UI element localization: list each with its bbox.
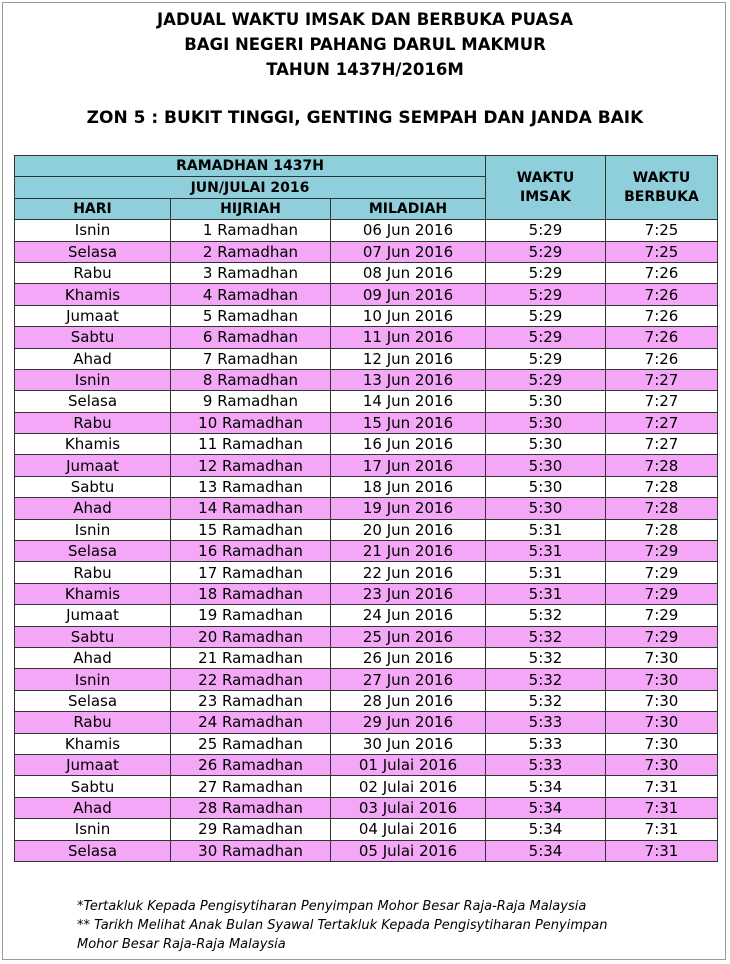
cell-imsak: 5:30	[486, 455, 606, 476]
cell-hari: Jumaat	[15, 754, 171, 775]
cell-hijriah: 1 Ramadhan	[171, 220, 331, 241]
cell-hijriah: 5 Ramadhan	[171, 305, 331, 326]
cell-miladiah: 14 Jun 2016	[331, 391, 486, 412]
footnotes	[77, 897, 717, 954]
cell-berbuka: 7:28	[606, 519, 718, 540]
cell-hari: Isnin	[15, 819, 171, 840]
table-row	[15, 369, 718, 390]
title-line-1: JADUAL WAKTU IMSAK DAN BERBUKA PUASA	[157, 10, 573, 29]
cell-berbuka: 7:30	[606, 754, 718, 775]
cell-hijriah: 12 Ramadhan	[171, 455, 331, 476]
cell-miladiah: 30 Jun 2016	[331, 733, 486, 754]
title-line-3: TAHUN 1437H/2016M	[266, 60, 464, 79]
cell-hijriah: 14 Ramadhan	[171, 498, 331, 519]
cell-hijriah: 25 Ramadhan	[171, 733, 331, 754]
cell-berbuka: 7:26	[606, 305, 718, 326]
miladiah-header: MILADIAH	[331, 198, 486, 219]
cell-miladiah: 19 Jun 2016	[331, 498, 486, 519]
berbuka-header	[606, 156, 718, 220]
table-row	[15, 541, 718, 562]
footnote-2-line-2: Mohor Besar Raja-Raja Malaysia	[77, 937, 286, 952]
cell-berbuka: 7:30	[606, 690, 718, 711]
cell-hijriah: 27 Ramadhan	[171, 776, 331, 797]
footnote-1: *Tertakluk Kepada Pengisytiharan Penyimpan Mohor Besar Raja-Raja Malaysia	[77, 899, 587, 914]
cell-miladiah: 12 Jun 2016	[331, 348, 486, 369]
cell-berbuka: 7:30	[606, 712, 718, 733]
cell-hari: Khamis	[15, 733, 171, 754]
cell-miladiah: 24 Jun 2016	[331, 605, 486, 626]
cell-miladiah: 21 Jun 2016	[331, 541, 486, 562]
table-row	[15, 733, 718, 754]
table-row	[15, 797, 718, 818]
cell-hijriah: 8 Ramadhan	[171, 369, 331, 390]
cell-miladiah: 05 Julai 2016	[331, 840, 486, 861]
cell-imsak: 5:32	[486, 690, 606, 711]
cell-berbuka: 7:26	[606, 348, 718, 369]
cell-hijriah: 7 Ramadhan	[171, 348, 331, 369]
cell-imsak: 5:31	[486, 583, 606, 604]
table-row	[15, 284, 718, 305]
cell-imsak: 5:30	[486, 391, 606, 412]
cell-hari: Rabu	[15, 562, 171, 583]
month-header: JUN/JULAI 2016	[15, 177, 486, 198]
cell-miladiah: 15 Jun 2016	[331, 412, 486, 433]
table-row	[15, 305, 718, 326]
cell-imsak: 5:34	[486, 797, 606, 818]
cell-berbuka: 7:28	[606, 498, 718, 519]
cell-berbuka: 7:29	[606, 626, 718, 647]
cell-hijriah: 3 Ramadhan	[171, 262, 331, 283]
cell-imsak: 5:29	[486, 262, 606, 283]
cell-miladiah: 04 Julai 2016	[331, 819, 486, 840]
cell-imsak: 5:34	[486, 776, 606, 797]
table-row	[15, 754, 718, 775]
cell-miladiah: 27 Jun 2016	[331, 669, 486, 690]
cell-miladiah: 23 Jun 2016	[331, 583, 486, 604]
cell-hari: Selasa	[15, 541, 171, 562]
ramadhan-header: RAMADHAN 1437H	[15, 156, 486, 177]
table-body	[15, 220, 718, 862]
cell-miladiah: 06 Jun 2016	[331, 220, 486, 241]
cell-hari: Jumaat	[15, 455, 171, 476]
table-row	[15, 605, 718, 626]
cell-berbuka: 7:29	[606, 541, 718, 562]
cell-imsak: 5:29	[486, 348, 606, 369]
cell-berbuka: 7:27	[606, 412, 718, 433]
cell-hari: Isnin	[15, 220, 171, 241]
cell-berbuka: 7:29	[606, 583, 718, 604]
table-row	[15, 712, 718, 733]
cell-berbuka: 7:30	[606, 669, 718, 690]
table-row	[15, 220, 718, 241]
hari-header: HARI	[15, 198, 171, 219]
cell-berbuka: 7:29	[606, 605, 718, 626]
cell-miladiah: 26 Jun 2016	[331, 647, 486, 668]
table-row	[15, 819, 718, 840]
imsak-header-text: WAKTU IMSAK	[516, 169, 575, 205]
table-row	[15, 262, 718, 283]
cell-hijriah: 4 Ramadhan	[171, 284, 331, 305]
table-row	[15, 562, 718, 583]
cell-hijriah: 9 Ramadhan	[171, 391, 331, 412]
cell-hari: Ahad	[15, 647, 171, 668]
cell-berbuka: 7:26	[606, 262, 718, 283]
table-row	[15, 626, 718, 647]
cell-hari: Selasa	[15, 690, 171, 711]
cell-imsak: 5:31	[486, 519, 606, 540]
cell-miladiah: 25 Jun 2016	[331, 626, 486, 647]
table-row	[15, 519, 718, 540]
cell-hari: Isnin	[15, 369, 171, 390]
cell-hijriah: 16 Ramadhan	[171, 541, 331, 562]
cell-berbuka: 7:31	[606, 776, 718, 797]
cell-hari: Khamis	[15, 284, 171, 305]
cell-imsak: 5:29	[486, 284, 606, 305]
cell-miladiah: 28 Jun 2016	[331, 690, 486, 711]
cell-hari: Selasa	[15, 840, 171, 861]
hijriah-header: HIJRIAH	[171, 198, 331, 219]
cell-miladiah: 18 Jun 2016	[331, 476, 486, 497]
cell-miladiah: 02 Julai 2016	[331, 776, 486, 797]
table-row	[15, 840, 718, 861]
berbuka-header-text: WAKTU BERBUKA	[624, 169, 699, 205]
cell-hijriah: 19 Ramadhan	[171, 605, 331, 626]
cell-hijriah: 11 Ramadhan	[171, 434, 331, 455]
cell-hijriah: 30 Ramadhan	[171, 840, 331, 861]
cell-hari: Rabu	[15, 262, 171, 283]
cell-hari: Ahad	[15, 348, 171, 369]
cell-hijriah: 22 Ramadhan	[171, 669, 331, 690]
cell-hari: Selasa	[15, 241, 171, 262]
cell-hari: Isnin	[15, 519, 171, 540]
cell-miladiah: 13 Jun 2016	[331, 369, 486, 390]
cell-hijriah: 13 Ramadhan	[171, 476, 331, 497]
table-row	[15, 348, 718, 369]
cell-miladiah: 20 Jun 2016	[331, 519, 486, 540]
cell-hari: Khamis	[15, 434, 171, 455]
table-row	[15, 498, 718, 519]
cell-miladiah: 09 Jun 2016	[331, 284, 486, 305]
cell-hijriah: 28 Ramadhan	[171, 797, 331, 818]
cell-berbuka: 7:31	[606, 797, 718, 818]
cell-imsak: 5:32	[486, 669, 606, 690]
imsak-header	[486, 156, 606, 220]
cell-berbuka: 7:28	[606, 476, 718, 497]
cell-imsak: 5:33	[486, 754, 606, 775]
cell-imsak: 5:31	[486, 562, 606, 583]
cell-imsak: 5:34	[486, 840, 606, 861]
cell-miladiah: 16 Jun 2016	[331, 434, 486, 455]
cell-imsak: 5:33	[486, 733, 606, 754]
table-row	[15, 455, 718, 476]
cell-imsak: 5:31	[486, 541, 606, 562]
table-row	[15, 241, 718, 262]
cell-imsak: 5:29	[486, 305, 606, 326]
table-row	[15, 669, 718, 690]
cell-hijriah: 2 Ramadhan	[171, 241, 331, 262]
cell-imsak: 5:34	[486, 819, 606, 840]
cell-miladiah: 01 Julai 2016	[331, 754, 486, 775]
cell-hari: Rabu	[15, 412, 171, 433]
cell-hari: Sabtu	[15, 476, 171, 497]
cell-hari: Jumaat	[15, 305, 171, 326]
cell-hijriah: 26 Ramadhan	[171, 754, 331, 775]
cell-berbuka: 7:27	[606, 369, 718, 390]
cell-hijriah: 24 Ramadhan	[171, 712, 331, 733]
cell-hari: Ahad	[15, 498, 171, 519]
cell-imsak: 5:30	[486, 498, 606, 519]
schedule-table	[14, 155, 718, 862]
cell-berbuka: 7:26	[606, 284, 718, 305]
cell-hari: Khamis	[15, 583, 171, 604]
cell-imsak: 5:32	[486, 626, 606, 647]
cell-berbuka: 7:31	[606, 840, 718, 861]
table-row	[15, 327, 718, 348]
cell-imsak: 5:29	[486, 369, 606, 390]
cell-miladiah: 22 Jun 2016	[331, 562, 486, 583]
footnote-2-line-1: ** Tarikh Melihat Anak Bulan Syawal Tertakluk Kepada Pengisytiharan Penyimpan	[77, 918, 608, 933]
cell-imsak: 5:29	[486, 241, 606, 262]
cell-hijriah: 6 Ramadhan	[171, 327, 331, 348]
cell-imsak: 5:29	[486, 327, 606, 348]
cell-hari: Rabu	[15, 712, 171, 733]
cell-miladiah: 11 Jun 2016	[331, 327, 486, 348]
cell-hijriah: 10 Ramadhan	[171, 412, 331, 433]
table-row	[15, 412, 718, 433]
cell-hijriah: 18 Ramadhan	[171, 583, 331, 604]
cell-hari: Sabtu	[15, 776, 171, 797]
cell-hijriah: 29 Ramadhan	[171, 819, 331, 840]
table-row	[15, 391, 718, 412]
cell-berbuka: 7:25	[606, 241, 718, 262]
cell-miladiah: 07 Jun 2016	[331, 241, 486, 262]
zone-heading: ZON 5 : BUKIT TINGGI, GENTING SEMPAH DAN JANDA BAIK	[86, 108, 644, 128]
cell-hari: Ahad	[15, 797, 171, 818]
table-row	[15, 690, 718, 711]
cell-hari: Isnin	[15, 669, 171, 690]
cell-miladiah: 17 Jun 2016	[331, 455, 486, 476]
table-row	[15, 776, 718, 797]
cell-miladiah: 03 Julai 2016	[331, 797, 486, 818]
cell-berbuka: 7:25	[606, 220, 718, 241]
cell-hari: Jumaat	[15, 605, 171, 626]
cell-hari: Selasa	[15, 391, 171, 412]
cell-berbuka: 7:31	[606, 819, 718, 840]
cell-hijriah: 23 Ramadhan	[171, 690, 331, 711]
cell-berbuka: 7:27	[606, 391, 718, 412]
cell-hari: Sabtu	[15, 327, 171, 348]
table-row	[15, 434, 718, 455]
cell-imsak: 5:30	[486, 412, 606, 433]
cell-imsak: 5:29	[486, 220, 606, 241]
cell-miladiah: 10 Jun 2016	[331, 305, 486, 326]
table-row	[15, 476, 718, 497]
cell-hijriah: 17 Ramadhan	[171, 562, 331, 583]
cell-hari: Sabtu	[15, 626, 171, 647]
cell-berbuka: 7:27	[606, 434, 718, 455]
cell-imsak: 5:32	[486, 647, 606, 668]
cell-imsak: 5:30	[486, 434, 606, 455]
cell-imsak: 5:33	[486, 712, 606, 733]
cell-berbuka: 7:28	[606, 455, 718, 476]
cell-imsak: 5:30	[486, 476, 606, 497]
cell-hijriah: 15 Ramadhan	[171, 519, 331, 540]
table-row	[15, 583, 718, 604]
cell-hijriah: 20 Ramadhan	[171, 626, 331, 647]
cell-berbuka: 7:30	[606, 647, 718, 668]
table-row	[15, 647, 718, 668]
cell-imsak: 5:32	[486, 605, 606, 626]
cell-miladiah: 08 Jun 2016	[331, 262, 486, 283]
cell-berbuka: 7:30	[606, 733, 718, 754]
cell-hijriah: 21 Ramadhan	[171, 647, 331, 668]
cell-berbuka: 7:26	[606, 327, 718, 348]
cell-berbuka: 7:29	[606, 562, 718, 583]
cell-miladiah: 29 Jun 2016	[331, 712, 486, 733]
title-line-2: BAGI NEGERI PAHANG DARUL MAKMUR	[184, 35, 546, 54]
